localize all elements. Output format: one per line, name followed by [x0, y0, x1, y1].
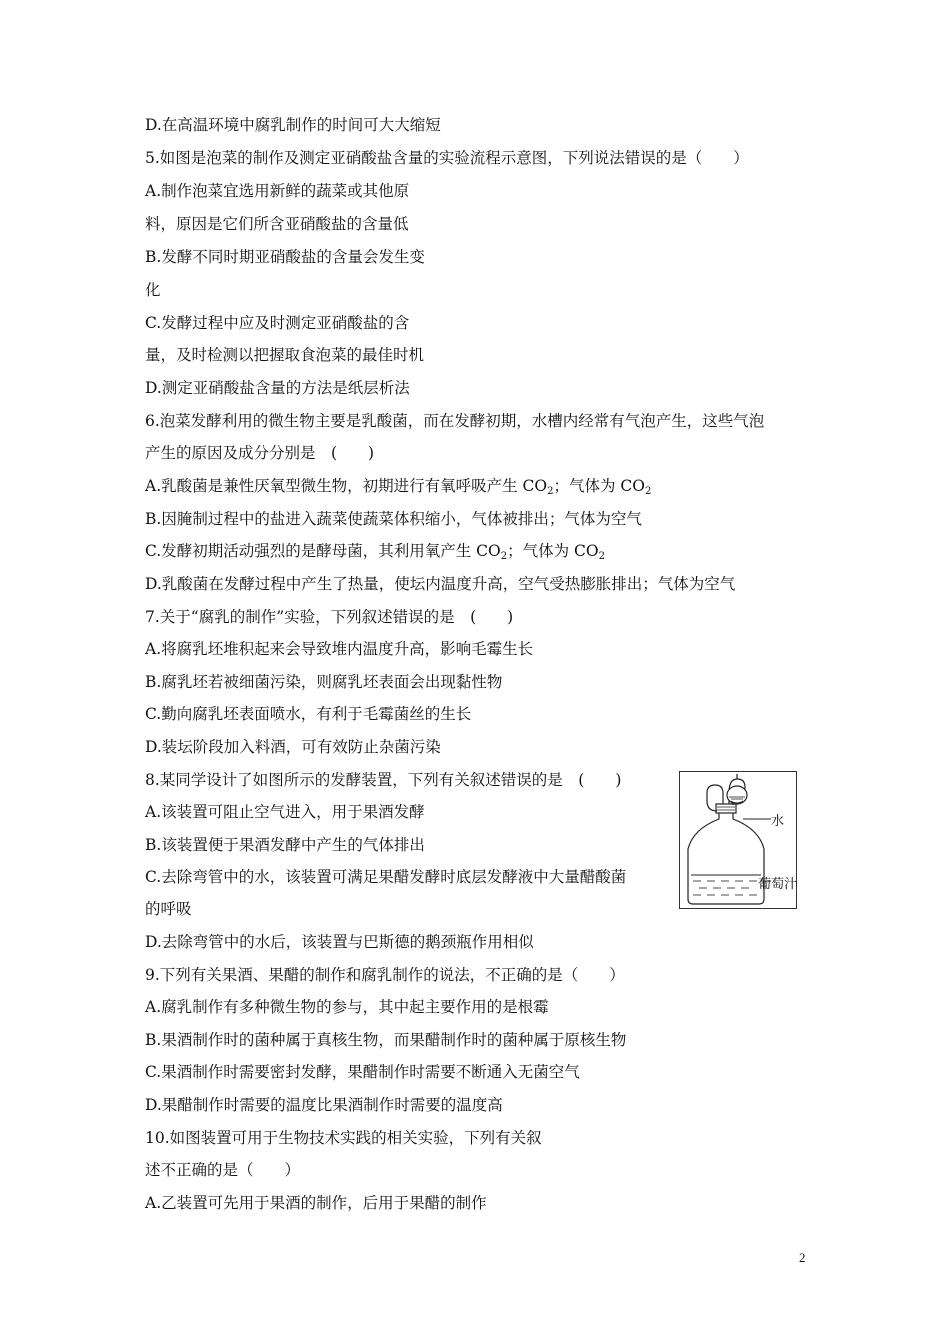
q10-stem-line1: 10.如图装置可用于生物技术实践的相关实验，下列有关叙	[145, 1129, 542, 1147]
fermentation-apparatus-figure	[679, 771, 797, 909]
grape-juice-label: 葡萄汁	[757, 877, 797, 892]
q7-option-a: A.将腐乳坯堆积起来会导致堆内温度升高，影响毛霉生长	[145, 640, 534, 658]
q9-option-a: A.腐乳制作有多种微生物的参与，其中起主要作用的是根霉	[145, 998, 549, 1016]
q5-option-a-line2: 料，原因是它们所含亚硝酸盐的含量低	[145, 215, 409, 233]
q7-stem: 7.关于“腐乳的制作”实验，下列叙述错误的是 ( )	[145, 608, 514, 626]
q8-option-b: B.该装置便于果酒发酵中产生的气体排出	[145, 836, 425, 854]
fermentation-apparatus-drawing	[679, 771, 797, 909]
page-number: 2	[799, 1250, 806, 1265]
q6-option-c-text1: C.发酵初期活动强烈的是酵母菌，其利用氧产生 CO	[145, 542, 501, 560]
q5-option-b-line1: B.发酵不同时期亚硝酸盐的含量会发生变	[145, 248, 425, 266]
q6-option-a-sub2: 2	[645, 486, 652, 497]
q7-option-b: B.腐乳坯若被细菌污染，则腐乳坯表面会出现黏性物	[145, 673, 503, 691]
q6-option-c-sub1: 2	[500, 551, 508, 562]
q8-option-c-line1: C.去除弯管中的水，该装置可满足果醋发酵时底层发酵液中大量醋酸菌	[145, 868, 627, 886]
q9-option-c: C.果酒制作时需要密封发酵，果醋制作时需要不断通入无菌空气	[145, 1063, 580, 1081]
q6-stem-line2: 产生的原因及成分分别是 ( )	[145, 444, 375, 462]
q5-option-a-line1: A.制作泡菜宜选用新鲜的蔬菜或其他原	[145, 182, 410, 200]
q8-option-c-line2: 的呼吸	[145, 900, 192, 918]
q6-option-c-sub2: 2	[598, 551, 605, 562]
q8-stem: 8.某同学设计了如图所示的发酵装置，下列有关叙述错误的是 ( )	[145, 771, 622, 789]
q5-option-b-line2: 化	[145, 281, 161, 299]
q6-option-a	[145, 476, 651, 502]
q6-option-c	[145, 541, 605, 567]
q6-stem-line1: 6.泡菜发酵利用的微生物主要是乳酸菌，而在发酵初期，水槽内经常有气泡产生，这些气泡	[145, 412, 765, 430]
q9-option-b: B.果酒制作时的菌种属于真核生物，而果醋制作时的菌种属于原核生物	[145, 1031, 627, 1049]
q6-option-a-sub1: 2	[547, 486, 554, 497]
q6-option-c-text2: ；气体为 CO	[507, 542, 599, 560]
q5-option-d: D.测定亚硝酸盐含量的方法是纸层析法	[145, 379, 410, 397]
q7-option-c: C.勤向腐乳坯表面喷水，有利于毛霉菌丝的生长	[145, 705, 472, 723]
q9-stem: 9.下列有关果酒、果醋的制作和腐乳制作的说法，不正确的是（ ）	[145, 966, 625, 984]
water-label: 水	[771, 814, 785, 829]
q6-option-b: B.因腌制过程中的盐进入蔬菜使蔬菜体积缩小，气体被排出；气体为空气	[145, 510, 642, 528]
q10-stem-line2: 述不正确的是（ ）	[145, 1161, 301, 1179]
q6-option-d: D.乳酸菌在发酵过程中产生了热量，使坛内温度升高，空气受热膨胀排出；气体为空气	[145, 575, 736, 593]
q5-option-c-line2: 量，及时检测以把握取食泡菜的最佳时机	[145, 346, 425, 364]
q4-option-d: D.在高温环境中腐乳制作的时间可大大缩短	[145, 116, 441, 134]
q8-option-a: A.该装置可阻止空气进入，用于果酒发酵	[145, 803, 425, 821]
q5-option-c-line1: C.发酵过程中应及时测定亚硝酸盐的含	[145, 314, 410, 332]
q7-option-d: D.装坛阶段加入料酒，可有效防止杂菌污染	[145, 738, 441, 756]
q9-option-d: D.果醋制作时需要的温度比果酒制作时需要的温度高	[145, 1096, 503, 1114]
q6-option-a-text2: ；气体为 CO	[553, 477, 645, 495]
q8-option-d: D.去除弯管中的水后，该装置与巴斯德的鹅颈瓶作用相似	[145, 933, 534, 951]
q5-stem: 5.如图是泡菜的制作及测定亚硝酸盐含量的实验流程示意图，下列说法错误的是（ ）	[145, 149, 749, 167]
q10-option-a: A.乙装置可先用于果酒的制作，后用于果醋的制作	[145, 1194, 487, 1212]
q6-option-a-text1: A.乳酸菌是兼性厌氧型微生物，初期进行有氧呼吸产生 CO	[145, 477, 548, 495]
stopper	[716, 804, 736, 813]
water-bulb	[727, 786, 747, 804]
